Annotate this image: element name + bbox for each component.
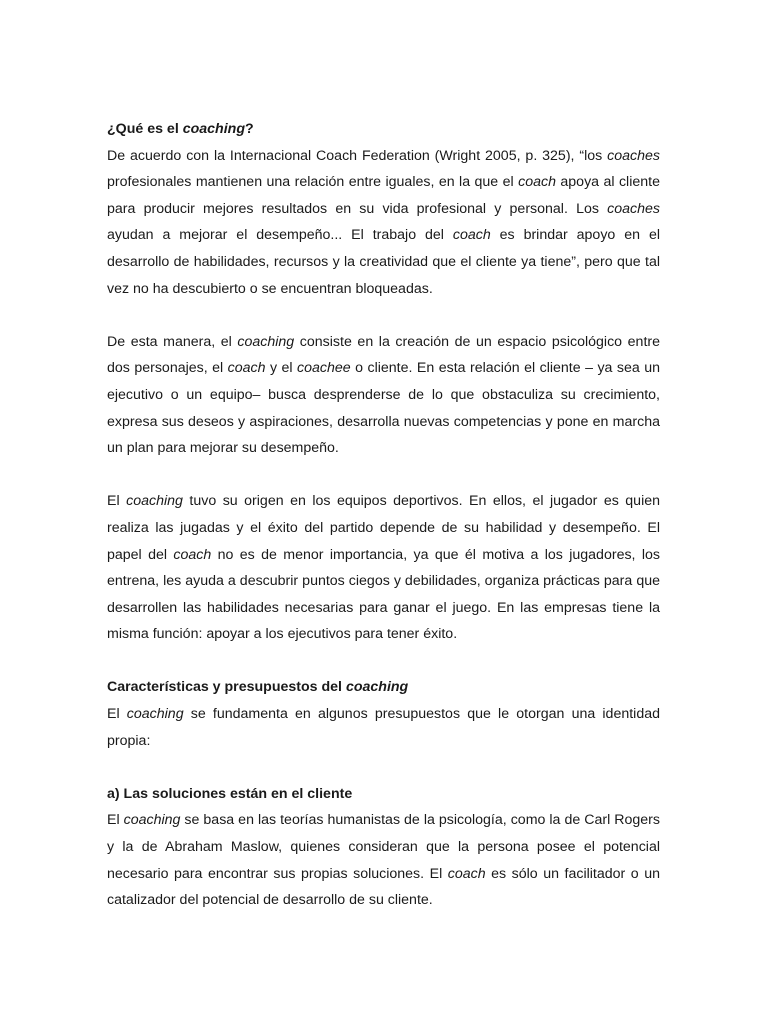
italic-term: coachee [297, 360, 351, 377]
text-segment: profesionales mantienen una relación entre iguales, en la que el [107, 174, 519, 191]
text-segment: se basa en las teorías humanistas de la psicología, como la de Carl Rogers y la de Abraham Maslow, quienes consideran que la persona posee el potencial necesario para encontrar sus propias soluciones. El [107, 812, 660, 882]
text-segment: ¿Qué es el [107, 121, 183, 137]
text-segment: El [107, 706, 127, 723]
italic-term: coaching [126, 493, 183, 510]
italic-term: coaching [123, 812, 181, 829]
text-segment: se fundamenta en algunos presupuestos que le otorgan una identidad propia: [107, 706, 660, 749]
text-segment: Características y presupuestos del [107, 679, 346, 696]
text-segment: a) Las soluciones están en el cliente [107, 785, 353, 802]
paragraph-spacer [107, 648, 660, 675]
paragraph-spacer [107, 754, 660, 781]
italic-term: coach [447, 865, 486, 882]
section-heading-caracteristicas [107, 674, 660, 701]
italic-term: coaching [182, 121, 245, 137]
text-segment: es brindar apoyo en el desarrollo de habilidades, recursos y la creatividad que el cliente ya tiene”, pero que tal vez no ha descubierto o se encuentran bloqueadas. [107, 227, 660, 297]
section-heading-soluciones-cliente [107, 781, 660, 808]
italic-term: coaches [607, 147, 660, 164]
italic-term: coaching [345, 679, 409, 696]
text-segment: o cliente. En esta relación el cliente – ya sea un ejecutivo o un equipo– busca desprenderse de lo que obstaculiza su crecimiento, expresa sus deseos y aspiraciones, desarrolla nuevas competencias y pone en marcha un plan para mejorar su desempeño. [107, 360, 661, 457]
text-segment: El [107, 493, 127, 510]
paragraph-presupuestos [107, 701, 660, 754]
paragraph-teorias-humanistas [107, 807, 660, 913]
italic-term: coaching [126, 706, 184, 723]
italic-term: coach [518, 174, 556, 191]
section-heading-que-es-coaching [107, 116, 660, 143]
text-segment: tuvo su origen en los equipos deportivos. En ellos, el jugador es quien realiza las jugadas y el éxito del partido depende de su habilidad y desempeño. El papel del [107, 493, 660, 563]
italic-term: coaching [237, 333, 295, 350]
italic-term: coaches [607, 200, 660, 217]
text-segment: De esta manera, el [107, 333, 238, 350]
italic-term: coach [227, 360, 266, 377]
text-segment: apoya al cliente para producir mejores resultados en su vida profesional y personal. Los [107, 174, 660, 217]
text-segment: El [107, 812, 124, 829]
paragraph-espacio-psicologico [107, 329, 660, 462]
text-segment: no es de menor importancia, ya que él motiva a los jugadores, los entrena, les ayuda a descubrir puntos ciegos y debilidades, organiza prácticas para que desarrollen las habilidades necesarias para ganar el juego. En las empresas tiene la misma función: apoyar a los ejecutivos para tener éxito. [107, 546, 660, 643]
paragraph-spacer [107, 302, 660, 329]
italic-term: coach [452, 227, 491, 244]
paragraph-spacer [107, 462, 660, 489]
text-segment: ? [244, 121, 254, 137]
italic-term: coach [173, 546, 212, 563]
text-segment: De acuerdo con la Internacional Coach Federation (Wright 2005, p. 325), “los [107, 147, 608, 164]
text-segment: y el [265, 360, 298, 377]
text-segment: consiste en la creación de un espacio psicológico entre dos personajes, el [107, 333, 660, 377]
text-segment: es sólo un facilitador o un catalizador del potencial de desarrollo de su cliente. [107, 865, 660, 909]
text-segment: ayudan a mejorar el desempeño... El trabajo del [107, 227, 453, 244]
paragraph-definition [107, 143, 660, 303]
paragraph-origen-deportivo [107, 488, 660, 648]
